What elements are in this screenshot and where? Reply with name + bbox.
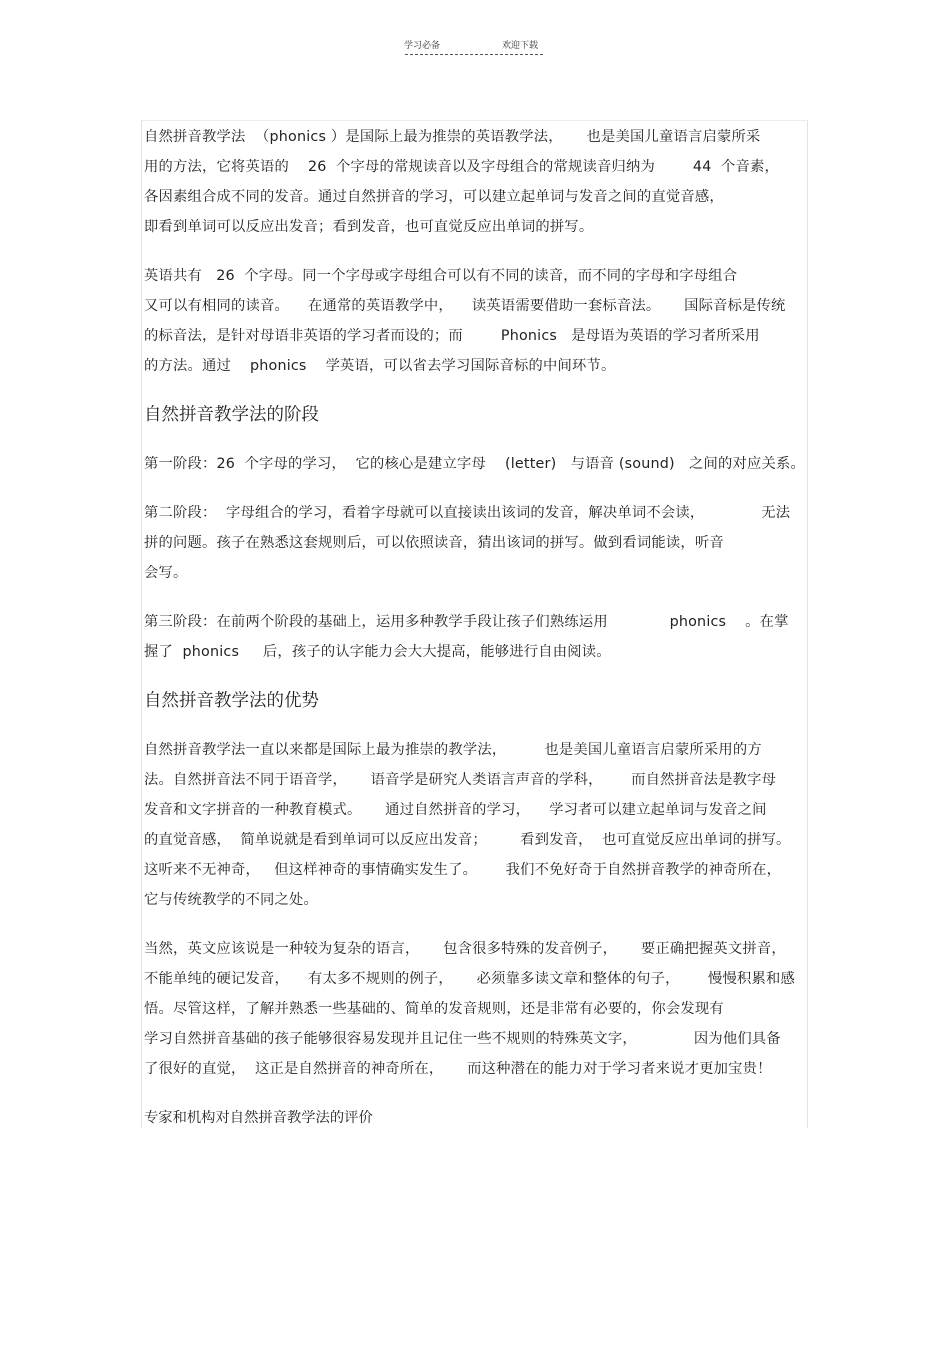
document-body bbox=[144, 122, 806, 1133]
paragraph-line: 又可以有相同的读音。 在通常的英语教学中， 读英语需要借助一套标音法。 国际音标是传统 bbox=[144, 298, 786, 314]
paragraph-line: 即看到单词可以反应出发音；看到发音，也可直觉反应出单词的拼写。 bbox=[144, 219, 594, 235]
paragraph-line: 这听来不无神奇， 但这样神奇的事情确实发生了。 我们不免好奇于自然拼音教学的神奇所在， bbox=[144, 862, 782, 878]
paragraph-line: 的标音法，是针对母语非英语的学习者而设的；而 Phonics 是母语为英语的学习者所采用 bbox=[144, 328, 760, 344]
paragraph bbox=[144, 934, 806, 1084]
paragraph-line: 的方法。通过 phonics 学英语，可以省去学习国际音标的中间环节。 bbox=[144, 358, 616, 374]
paragraph-line: 握了 phonics 后，孩子的认字能力会大大提高，能够进行自由阅读。 bbox=[144, 644, 611, 660]
paragraph-line: 法。自然拼音法不同于语音学， 语音学是研究人类语言声音的学科， 而自然拼音法是教字母 bbox=[144, 772, 777, 788]
paragraph-line: 它与传统教学的不同之处。 bbox=[144, 892, 318, 908]
header-divider bbox=[405, 54, 543, 55]
paragraph-line: 各因素组合成不同的发音。通过自然拼音的学习，可以建立起单词与发音之间的直觉音感， bbox=[144, 189, 724, 205]
paragraph-line: 拼的问题。孩子在熟悉这套规则后，可以依照读音，猜出该词的拼写。做到看词能读，听音 bbox=[144, 535, 724, 551]
paragraph-line: 的直觉音感， 简单说就是看到单词可以反应出发音； 看到发音， 也可直觉反应出单词的拼写。 bbox=[144, 832, 791, 848]
paragraph-line: 第一阶段：26 个字母的学习， 它的核心是建立字母 (letter) 与语音 (sound) 之间的对应关系。 bbox=[144, 456, 806, 472]
paragraph bbox=[144, 122, 806, 242]
paragraph-line: 英语共有 26 个字母。同一个字母或字母组合可以有不同的读音，而不同的字母和字母组合 bbox=[144, 268, 738, 284]
paragraph-line: 当然，英文应该说是一种较为复杂的语言， 包含很多特殊的发音例子， 要正确把握英文拼音， bbox=[144, 941, 786, 957]
paragraph-line: 第三阶段：在前两个阶段的基础上，运用多种教学手段让孩子们熟练运用 phonics 。在掌 bbox=[144, 614, 789, 630]
paragraph-line: 悟。尽管这样，了解并熟悉一些基础的、简单的发音规则，还是非常有必要的，你会发现有 bbox=[144, 1001, 724, 1017]
paragraph-line: 不能单纯的硬记发音， 有太多不规则的例子， 必须靠多读文章和整体的句子， 慢慢积累和感 bbox=[144, 971, 796, 987]
paragraph-line: 发音和文字拼音的一种教育模式。 通过自然拼音的学习， 学习者可以建立起单词与发音之间 bbox=[144, 802, 767, 818]
paragraph bbox=[144, 735, 806, 915]
paragraph-line: 第二阶段： 字母组合的学习，看着字母就可以直接读出该词的发音，解决单词不会读， 无法 bbox=[144, 505, 791, 521]
paragraph-line: 学习自然拼音基础的孩子能够很容易发现并且记住一些不规则的特殊英文字， 因为他们具备 bbox=[144, 1031, 781, 1047]
paragraph-line: 了很好的直觉， 这正是自然拼音的神奇所在， 而这种潜在的能力对于学习者来说才更加宝贵！ bbox=[144, 1061, 772, 1077]
section-heading: 自然拼音教学法的阶段 bbox=[144, 405, 319, 425]
section-subheading: 专家和机构对自然拼音教学法的评价 bbox=[144, 1110, 373, 1126]
section-heading: 自然拼音教学法的优势 bbox=[144, 691, 319, 711]
header-left-text: 学习必备 bbox=[404, 41, 441, 51]
paragraph-line: 会写。 bbox=[144, 565, 188, 581]
paragraph-line: 自然拼音教学法一直以来都是国际上最为推崇的教学法， 也是美国儿童语言启蒙所采用的方 bbox=[144, 742, 762, 758]
paragraph bbox=[144, 261, 806, 381]
paragraph bbox=[144, 449, 806, 479]
paragraph bbox=[144, 607, 806, 667]
page-header bbox=[0, 38, 950, 58]
paragraph bbox=[144, 498, 806, 588]
header-right-text: 欢迎下载 bbox=[502, 41, 539, 51]
paragraph-line: 自然拼音教学法 （phonics ）是国际上最为推崇的英语教学法， 也是美国儿童语言启蒙所采 bbox=[144, 129, 761, 145]
paragraph-line: 用的方法，它将英语的 26 个字母的常规读音以及字母组合的常规读音归纳为 44 个音素， bbox=[144, 159, 779, 175]
